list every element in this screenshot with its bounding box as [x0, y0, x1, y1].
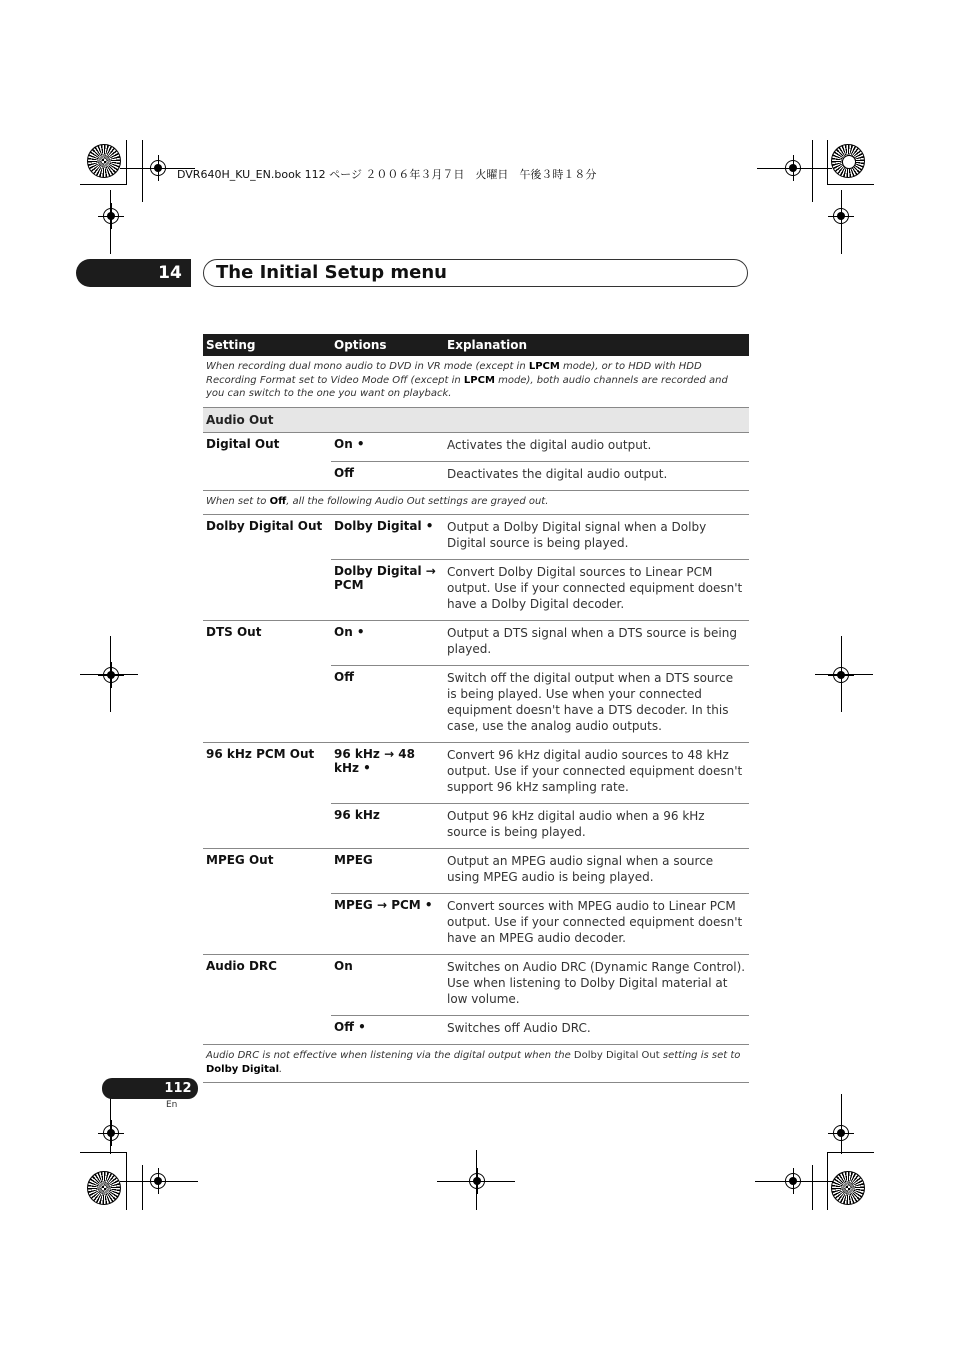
table-header	[203, 334, 749, 356]
option-row	[331, 433, 749, 461]
option-label: MPEG	[334, 853, 373, 867]
option-row	[331, 743, 749, 803]
setting-name: Audio DRC	[206, 959, 277, 973]
setting-row	[203, 515, 749, 621]
note-text: , all the following Audio Out settings are grayed out.	[286, 495, 549, 507]
note-text: setting is set to	[659, 1050, 741, 1061]
registration-star-icon	[87, 1171, 121, 1205]
note-text: When set to	[206, 495, 270, 507]
option-list	[331, 621, 749, 742]
setting-row	[203, 621, 749, 743]
option-label: On	[334, 959, 353, 973]
option-row	[331, 955, 749, 1015]
option-list	[331, 849, 749, 954]
option-row	[331, 515, 749, 559]
option-explanation: Deactivates the digital audio output.	[447, 466, 668, 481]
page-number: 112	[164, 1081, 192, 1096]
option-label: On •	[334, 625, 365, 639]
note-text: Audio DRC is not effective when listening via the digital output when the	[206, 1050, 574, 1061]
note-text: mode), both audio channels are recorded and you can switch to the one you want on playback.	[206, 374, 728, 399]
option-list	[331, 515, 749, 620]
option-explanation: Convert Dolby Digital sources to Linear PCM output. Use if your connected equipment doesn't have a Dolby Digital decoder.	[447, 565, 743, 611]
section-heading: Audio Out	[203, 407, 749, 433]
header-setting: Setting	[206, 338, 256, 352]
option-label: 96 kHz	[334, 808, 380, 822]
note-text: mode), or to HDD with HDD Recording Format set to Video Mode Off (except in	[206, 361, 702, 386]
option-row	[331, 803, 749, 848]
setting-row	[203, 955, 749, 1045]
registration-star-icon	[831, 144, 865, 178]
page-language: En	[166, 1100, 178, 1110]
table-note	[203, 356, 749, 407]
option-row	[331, 665, 749, 742]
option-label: On •	[334, 436, 365, 451]
option-row	[331, 849, 749, 893]
option-list	[331, 955, 749, 1044]
header-explanation: Explanation	[447, 338, 528, 352]
registration-target-icon	[103, 1125, 119, 1141]
setting-name: MPEG Out	[206, 853, 274, 867]
option-label: Dolby Digital •	[334, 519, 434, 533]
note-text: .	[279, 1063, 283, 1075]
setting-name: Dolby Digital Out	[206, 519, 323, 533]
setting-row	[203, 849, 749, 955]
chapter-number: 14	[158, 263, 182, 283]
table-note	[203, 491, 749, 516]
setting-groups	[203, 515, 749, 1045]
option-explanation: Switches off Audio DRC.	[447, 1021, 591, 1035]
option-row	[331, 1015, 749, 1044]
option-row	[331, 621, 749, 665]
option-explanation: Output a Dolby Digital signal when a Dolby Digital source is being played.	[447, 520, 707, 550]
chapter-title: The Initial Setup menu	[216, 262, 447, 283]
option-label: 96 kHz → 48 kHz •	[334, 747, 415, 775]
option-explanation: Activates the digital audio output.	[447, 437, 652, 452]
option-explanation: Output a DTS signal when a DTS source is being played.	[447, 626, 737, 656]
option-explanation: Switches on Audio DRC (Dynamic Range Control). Use when listening to Dolby Digital material at low volume.	[447, 960, 746, 1006]
note-bold: LPCM	[463, 374, 495, 386]
option-explanation: Convert 96 kHz digital audio sources to 48 kHz output. Use if your connected equipment doesn't support 96 kHz sampling rate.	[447, 748, 743, 794]
setting-row	[203, 743, 749, 849]
option-row	[331, 893, 749, 954]
registration-target-icon	[103, 208, 119, 224]
registration-target-icon	[103, 667, 119, 683]
table-note	[203, 1045, 749, 1083]
note-setting-name: Dolby Digital Out	[573, 1050, 660, 1061]
option-label: Dolby Digital → PCM	[334, 564, 436, 592]
option-explanation: Convert sources with MPEG audio to Linear PCM output. Use if your connected equipment doesn't have an MPEG audio decoder.	[447, 899, 743, 945]
option-label: Off •	[334, 1020, 366, 1034]
setting-name: DTS Out	[206, 625, 262, 639]
header-options: Options	[334, 338, 387, 352]
note-bold: Off	[269, 495, 287, 507]
book-info-line: DVR640H_KU_EN.book 112 ページ ２００６年３月７日 火曜日 午後３時１８分	[177, 168, 597, 181]
setting-name: Digital Out	[206, 436, 280, 451]
option-explanation: Output 96 kHz digital audio when a 96 kHz source is being played.	[447, 809, 705, 839]
note-bold: LPCM	[528, 361, 560, 372]
registration-star-icon	[87, 144, 121, 178]
option-label: MPEG → PCM •	[334, 898, 433, 912]
option-explanation: Switch off the digital output when a DTS source is being played. Use when your connected equipment doesn't have a DTS decoder. In this case, use the analog audio outputs.	[447, 671, 734, 733]
option-explanation: Output an MPEG audio signal when a source using MPEG audio is being played.	[447, 854, 714, 884]
option-row	[331, 559, 749, 620]
setting-name: 96 kHz PCM Out	[206, 747, 315, 761]
option-list	[331, 743, 749, 848]
registration-star-icon	[831, 1171, 865, 1205]
settings-table	[203, 334, 749, 1083]
setting-row-digital-out	[203, 433, 749, 491]
note-bold: Dolby Digital	[206, 1063, 280, 1075]
option-row	[331, 461, 749, 490]
option-label: Off	[334, 670, 354, 684]
option-label: Off	[334, 465, 354, 480]
note-text: When recording dual mono audio to DVD in VR mode (except in	[206, 361, 529, 372]
option-list	[331, 433, 749, 490]
